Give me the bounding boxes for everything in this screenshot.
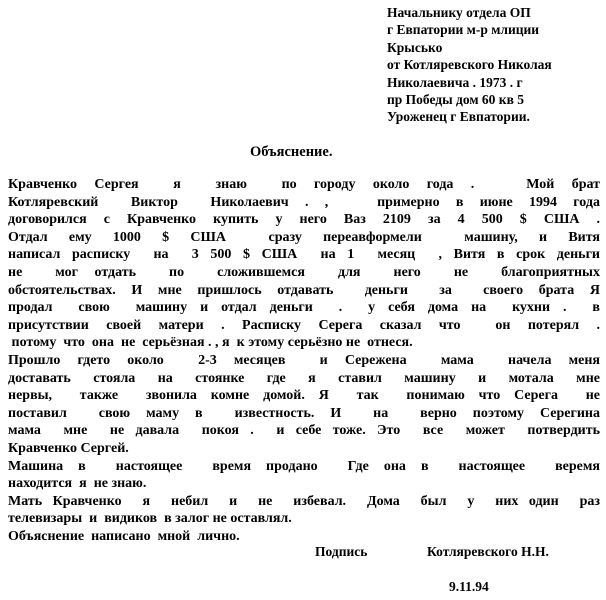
body-line: Кравченко Сергея я знаю по городу около года . Мой брат [8,177,600,192]
body-line: поставил свою маму в известность. И на верно поэтому Серегина [8,405,600,421]
addressee-line: Начальнику отдела ОП [387,5,531,20]
body-line: Прошло гдето около 2-3 месяцев и Сережена мама начела меня [8,352,600,368]
body-line: нервы, также звонила комне домой. Я так понимаю что Серега не [8,388,600,404]
body-line: договорился с Кравченко купить у него Ваз 2109 за 4 500 $ США . [8,212,600,228]
body-line: Отдал ему 1000 $ США сразу переавформели машину, и Витя [8,229,600,245]
body-line: Машина в настоящее время продано Где она в настоящее веремя [8,458,600,474]
body-line: Кравченко Сергей. [8,440,129,456]
addressee-line: г Евпатории м-р млиции [387,22,540,38]
body-line: доставать стояла на стоянке где я ставил машину и мотала мне [8,370,600,386]
document-title: Объяснение. [250,144,333,160]
signature-label: Подпись [315,544,368,559]
statement-body [8,176,600,545]
addressee-line: от Котляревского Николая [387,57,552,73]
addressee-line: Крысько [387,39,443,55]
body-line: телевизары и видиков в залог не оставлял. [8,511,292,527]
body-line: написал расписку на 3 500 $ США на 1 месяц , Витя в срок деньги [8,247,600,263]
body-line: обстоятельствах. И мне пришлось отдавать деньги за своего брата Я [8,282,600,298]
body-line: присутствии своей матери . Расписку Серега сказал что он потерял . [8,317,600,333]
body-line: находится я не знаю. [8,476,147,492]
body-line: потому что она не серьёзная . , я к этому серьёзно не отнеся. [8,335,413,351]
addressee-block [387,4,602,126]
body-line: Котляревский Виктор Николаевич . , примерно в июне 1994 года [8,194,600,210]
addressee-line: Николаевича . 1973 . г [387,74,523,90]
signature-name: Котляревского Н.Н. [427,544,549,559]
body-line: Мать Кравченко я небил и не избевал. Дома был у них один раз [8,493,600,509]
body-line: продал свою машину и отдал деньги . у себя дома на кухни . в [8,300,600,316]
addressee-line: Уроженец г Евпатории. [387,109,530,125]
signature-date: 9.11.94 [449,579,489,594]
body-line: не мог отдать по сложившемся для него не благоприятных [8,264,600,280]
body-line: мама мне не давала покоя . и себе тоже. Это все может потвердить [8,423,600,439]
body-line: Объяснение написано мной лично. [8,528,240,544]
addressee-line: пр Победы дом 60 кв 5 [387,91,525,107]
